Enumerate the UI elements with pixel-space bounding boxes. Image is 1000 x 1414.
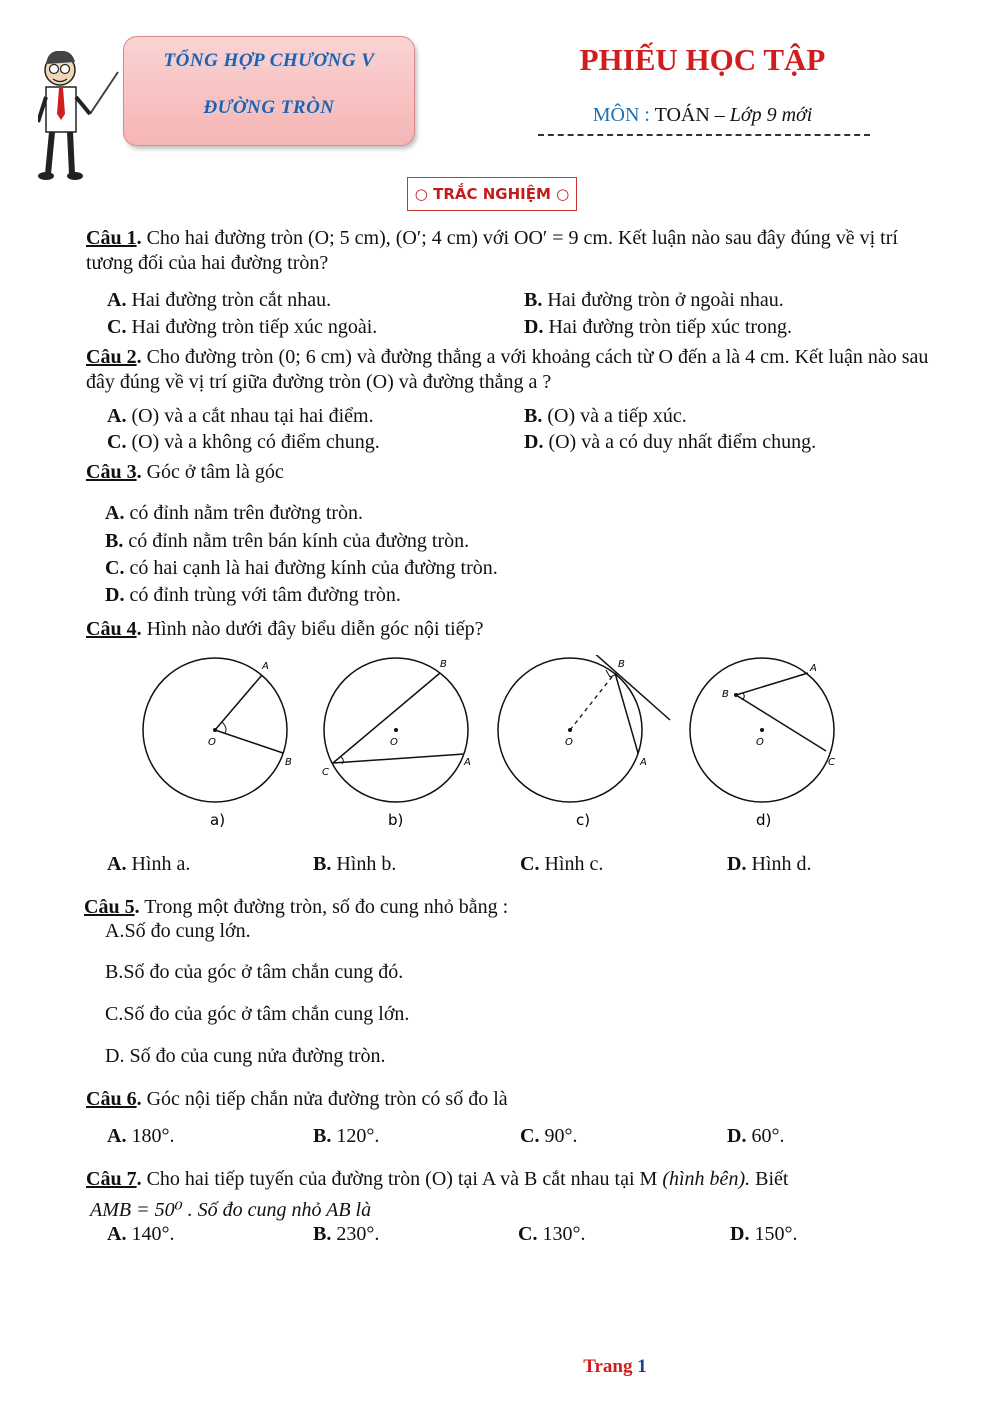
banner-line2: ĐƯỜNG TRÒN [203, 97, 335, 118]
option-d[interactable]: D. (O) và a có duy nhất điểm chung. [524, 431, 817, 453]
dashed-divider [538, 134, 870, 136]
option-b[interactable]: B. 230°. [313, 1223, 380, 1245]
subject-label: MÔN : [592, 104, 650, 126]
question-stem: Góc ở tâm là góc [146, 461, 284, 483]
question-label: Câu 3 [86, 461, 137, 483]
page-word: Trang [583, 1356, 633, 1377]
svg-text:A: A [262, 661, 269, 672]
subject-line [540, 104, 865, 127]
page-footer [560, 1356, 670, 1378]
svg-text:O: O [756, 737, 764, 748]
figure-d [690, 658, 835, 829]
option-a[interactable]: A.Số đo cung lớn. [105, 920, 251, 942]
grade-label: Lớp 9 mới [729, 104, 813, 126]
question-5: Câu 5. Trong một đường tròn, số đo cung nhỏ bằng : [84, 896, 509, 918]
option-c[interactable]: C. 130°. [518, 1223, 586, 1245]
question-stem: Cho hai tiếp tuyến của đường tròn (O) tại A và B cắt nhau tại M [146, 1168, 658, 1190]
option-b[interactable]: B.Số đo của góc ở tâm chắn cung đó. [105, 961, 404, 983]
figure-b [322, 658, 471, 829]
question-stem: Hình nào dưới đây biểu diễn góc nội tiếp? [146, 618, 484, 640]
question-label: Câu 6 [86, 1088, 137, 1110]
option-b[interactable]: B. Hai đường tròn ở ngoài nhau. [524, 289, 784, 311]
option-c[interactable]: C. có hai cạnh là hai đường kính của đường tròn. [105, 557, 498, 579]
svg-text:B: B [285, 757, 292, 768]
svg-text:O: O [208, 737, 216, 748]
svg-text:A: A [810, 663, 817, 674]
option-d[interactable]: D. Hình d. [727, 853, 812, 875]
question-3: Câu 3. Góc ở tâm là góc [86, 461, 284, 483]
option-d[interactable]: D. Hai đường tròn tiếp xúc trong. [524, 316, 793, 338]
option-c[interactable]: C. 90°. [520, 1125, 578, 1147]
svg-text:A: A [464, 757, 471, 768]
figure-a-label: a) [210, 811, 226, 829]
question-7-line2: AMB = 50⁰ . Số đo cung nhỏ AB là [90, 1199, 372, 1221]
question-label: Câu 7 [86, 1168, 137, 1190]
option-c[interactable]: C. Hai đường tròn tiếp xúc ngoài. [107, 316, 378, 338]
option-a[interactable]: A. Hình a. [107, 853, 191, 875]
banner-line1: TỔNG HỢP CHƯƠNG V [163, 50, 375, 71]
figure-c [498, 655, 670, 829]
subject-name: TOÁN – [654, 104, 725, 126]
question-label: Câu 4 [86, 618, 137, 640]
option-d[interactable]: D. Số đo của cung nửa đường tròn. [105, 1045, 386, 1067]
svg-text:O: O [390, 737, 398, 748]
section-heading: ○ TRẮC NGHIỆM ○ [407, 177, 577, 211]
option-a[interactable]: A. 140°. [107, 1223, 175, 1245]
question-label: Câu 2 [86, 346, 137, 368]
option-a[interactable]: A. có đỉnh nằm trên đường tròn. [105, 502, 364, 524]
question-1: Câu 1. Cho hai đường tròn (O; 5 cm), (O′; 4 cm) với OO′ = 9 cm. Kết luận nào sau đây đúng về vị trí tương đối của hai đường tròn? [86, 227, 898, 274]
question-stem-end: Biết [755, 1168, 789, 1190]
question-stem: Cho hai đường tròn (O; 5 cm), (O′; 4 cm) với OO′ = 9 cm. Kết luận nào sau đây đúng về vị trí tương đối của hai đường tròn? [86, 227, 898, 274]
svg-text:O: O [565, 737, 573, 748]
option-b[interactable]: B. có đỉnh nằm trên bán kính của đường tròn. [105, 530, 470, 552]
question-label: Câu 1 [86, 227, 137, 249]
option-b[interactable]: B. Hình b. [313, 853, 397, 875]
question-label: Câu 5 [84, 896, 135, 918]
option-a[interactable]: A. Hai đường tròn cắt nhau. [107, 289, 332, 311]
option-c[interactable]: C. Hình c. [520, 853, 604, 875]
svg-text:B: B [722, 689, 729, 700]
option-c[interactable]: C.Số đo của góc ở tâm chắn cung lớn. [105, 1003, 410, 1025]
question-stem: Trong một đường tròn, số đo cung nhỏ bằng : [144, 896, 509, 918]
option-b[interactable]: B. (O) và a tiếp xúc. [524, 405, 687, 427]
question-4: Câu 4. Hình nào dưới đây biểu diễn góc nội tiếp? [86, 618, 484, 640]
question-stem: Góc nội tiếp chắn nửa đường tròn có số đo là [146, 1088, 508, 1110]
option-a[interactable]: A. 180°. [107, 1125, 175, 1147]
option-b[interactable]: B. 120°. [313, 1125, 380, 1147]
question-stem-note: (hình bên). [662, 1168, 751, 1190]
question-6: Câu 6. Góc nội tiếp chắn nửa đường tròn có số đo là [86, 1088, 508, 1110]
option-d[interactable]: D. 60°. [727, 1125, 785, 1147]
worksheet-title: PHIẾU HỌC TẬP [579, 42, 826, 77]
option-a[interactable]: A. (O) và a cắt nhau tại hai điểm. [107, 405, 374, 427]
inscribed-angle-figures [140, 655, 840, 835]
svg-text:C: C [828, 757, 835, 768]
question-7: Câu 7. Cho hai tiếp tuyến của đường tròn (O) tại A và B cắt nhau tại M (hình bên). Biết [86, 1168, 789, 1190]
option-c[interactable]: C. (O) và a không có điểm chung. [107, 431, 380, 453]
teacher-illustration [38, 42, 120, 182]
figure-b-label: b) [388, 811, 404, 829]
svg-text:A: A [640, 757, 647, 768]
figure-d-label: d) [756, 811, 772, 829]
option-d[interactable]: D. có đỉnh trùng với tâm đường tròn. [105, 584, 401, 606]
chapter-banner [123, 36, 415, 146]
svg-text:C: C [322, 767, 329, 778]
svg-text:B: B [618, 659, 625, 670]
svg-text:B: B [440, 659, 447, 670]
figure-c-label: c) [576, 811, 591, 829]
question-2: Câu 2. Cho đường tròn (0; 6 cm) và đường thẳng a với khoảng cách từ O đến a là 4 cm. Kết luận nào sau đây đúng về vị trí giữa đường tròn (O) và đường thẳng a ? [86, 346, 929, 393]
page-number: 1 [637, 1356, 647, 1377]
option-d[interactable]: D. 150°. [730, 1223, 798, 1245]
question-stem: Cho đường tròn (0; 6 cm) và đường thẳng a với khoảng cách từ O đến a là 4 cm. Kết luận nào sau đây đúng về vị trí giữa đường tròn (O) và đường thẳng a ? [86, 346, 929, 393]
figure-a [143, 658, 292, 829]
